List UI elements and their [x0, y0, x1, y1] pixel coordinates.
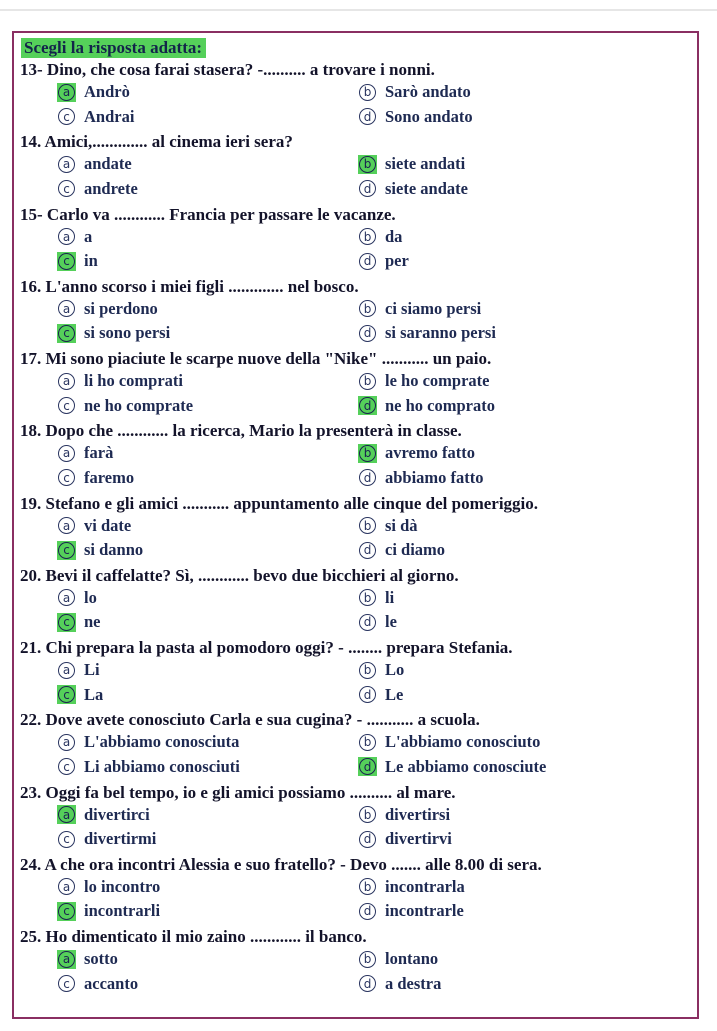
option-label: divertirmi [84, 829, 157, 848]
option-label: divertirvi [385, 829, 452, 848]
option-letter: c [58, 253, 75, 270]
option-letter: b [359, 878, 376, 895]
circled-c-icon [57, 252, 76, 271]
circled-d-icon [358, 902, 377, 921]
circled-c-icon [57, 179, 76, 198]
question-5-option-d[interactable] [358, 395, 495, 417]
question-8-text: 20. Bevi il caffelatte? Sì, ............ bevo due bicchieri al giorno. [20, 565, 459, 585]
circled-d-icon [358, 757, 377, 776]
question-11-option-d[interactable] [358, 828, 452, 850]
option-label: divertirci [84, 804, 150, 824]
circled-a-icon [57, 950, 76, 969]
option-label: per [385, 251, 409, 270]
option-label: Sarò andato [385, 82, 471, 101]
option-letter: d [359, 469, 376, 486]
option-label: faremo [84, 467, 135, 487]
option-label: le ho comprate [385, 371, 490, 390]
option-letter: c [58, 469, 75, 486]
option-label: si perdono [84, 298, 158, 318]
option-letter: d [359, 975, 376, 992]
option-label: si sono persi [84, 323, 171, 343]
question-10-text: 22. Dove avete conosciuto Carla e sua cugina? - ........... a scuola. [20, 710, 480, 730]
question-13-text: 25. Ho dimenticato il mio zaino ............ il banco. [20, 927, 367, 946]
option-letter: c [58, 180, 75, 197]
circled-d-icon [358, 468, 377, 487]
option-label: La [84, 684, 104, 704]
option-letter: c [58, 831, 75, 848]
option-label: a destra [385, 973, 442, 993]
circled-a-icon [57, 516, 76, 535]
option-letter: c [58, 758, 75, 775]
option-letter: d [359, 903, 376, 920]
option-label: siete andati [385, 154, 466, 174]
top-divider [0, 9, 717, 11]
option-label: andate [84, 154, 132, 174]
circled-b-icon [358, 588, 377, 607]
question-12-option-c[interactable] [57, 900, 160, 922]
circled-a-icon [57, 588, 76, 607]
option-label: abbiamo fatto [385, 467, 484, 487]
option-letter: c [58, 108, 75, 125]
question-5-text: 17. Mi sono piaciute le scarpe nuove della "Nike" ........... un paio. [20, 349, 492, 368]
question-10-option-a[interactable] [57, 731, 239, 753]
option-letter: d [359, 831, 376, 848]
option-letter: c [58, 903, 75, 920]
option-label: incontrarla [385, 876, 465, 896]
option-letter: a [58, 445, 75, 462]
option-letter: a [58, 228, 75, 245]
circled-b-icon [358, 516, 377, 535]
question-12-option-b[interactable] [358, 876, 465, 898]
circled-d-icon [358, 324, 377, 343]
question-5-option-a[interactable] [57, 370, 183, 392]
option-letter: b [359, 445, 376, 462]
circled-d-icon [358, 685, 377, 704]
option-label: L'abbiamo conosciuto [385, 732, 541, 752]
option-label: L'abbiamo conosciuta [84, 732, 240, 752]
option-letter: a [58, 373, 75, 390]
question-4-option-d[interactable] [358, 322, 496, 344]
option-label: sotto [84, 949, 118, 968]
circled-d-icon [358, 541, 377, 560]
option-letter: b [359, 806, 376, 823]
option-label: li [385, 587, 395, 607]
circled-c-icon [57, 107, 76, 126]
option-letter: a [58, 662, 75, 679]
question-6-option-d[interactable] [358, 467, 484, 489]
option-letter: a [58, 878, 75, 895]
question-1-option-a[interactable] [57, 81, 130, 103]
option-letter: d [359, 686, 376, 703]
question-12-option-a[interactable] [57, 876, 160, 898]
question-7-option-b[interactable] [358, 515, 418, 537]
option-letter: a [58, 84, 75, 101]
circled-d-icon [358, 107, 377, 126]
option-label: Li abbiamo conosciuti [84, 756, 240, 776]
question-4-option-a[interactable] [57, 298, 158, 320]
question-3-option-c[interactable] [57, 250, 98, 272]
circled-b-icon [358, 805, 377, 824]
question-11-option-b[interactable] [358, 804, 450, 826]
circled-c-icon [57, 830, 76, 849]
option-letter: a [58, 300, 75, 317]
question-12-option-d[interactable] [358, 900, 464, 922]
option-label: andrete [84, 178, 138, 198]
option-letter: d [359, 253, 376, 270]
question-1-option-d[interactable] [358, 106, 473, 128]
question-13-option-d[interactable] [358, 973, 441, 995]
option-letter: d [359, 758, 376, 775]
option-label: ci diamo [385, 540, 446, 559]
question-5-option-b[interactable] [358, 370, 489, 392]
option-label: incontrarle [385, 901, 464, 921]
question-8-option-b[interactable] [358, 587, 394, 609]
option-letter: b [359, 662, 376, 679]
question-7-option-d[interactable] [358, 539, 445, 561]
circled-b-icon [358, 444, 377, 463]
circled-b-icon [358, 227, 377, 246]
option-letter: b [359, 589, 376, 606]
question-2-option-b[interactable] [358, 153, 465, 175]
circled-d-icon [358, 179, 377, 198]
option-label: accanto [84, 973, 139, 993]
circled-d-icon [358, 396, 377, 415]
question-3-text: 15- Carlo va ............ Francia per passare le vacanze. [20, 204, 396, 224]
question-3-option-d[interactable] [358, 250, 409, 272]
question-11-text: 23. Oggi fa bel tempo, io e gli amici possiamo .......... al mare. [20, 782, 456, 802]
circled-a-icon [57, 155, 76, 174]
option-letter: d [359, 542, 376, 559]
option-letter: b [359, 300, 376, 317]
option-label: ne ho comprato [385, 395, 495, 415]
question-1-option-c[interactable] [57, 106, 134, 128]
option-letter: a [58, 951, 75, 968]
circled-a-icon [57, 805, 76, 824]
option-label: avremo fatto [385, 443, 475, 463]
circled-a-icon [57, 661, 76, 680]
circled-a-icon [57, 444, 76, 463]
option-letter: b [359, 517, 376, 534]
question-1-text: 13- Dino, che cosa farai stasera? -.......... a trovare i nonni. [20, 60, 435, 79]
circled-b-icon [358, 950, 377, 969]
option-letter: c [58, 686, 75, 703]
question-8-option-a[interactable] [57, 587, 97, 609]
option-letter: a [58, 156, 75, 173]
option-letter: d [359, 397, 376, 414]
quiz-title: Scegli la risposta adatta: [21, 38, 206, 58]
circled-d-icon [358, 974, 377, 993]
option-letter: d [359, 325, 376, 342]
option-letter: c [58, 397, 75, 414]
option-letter: b [359, 156, 376, 173]
option-label: Andrai [84, 106, 135, 126]
option-label: a [84, 226, 93, 246]
question-4-option-c[interactable] [57, 322, 170, 344]
question-11-option-c[interactable] [57, 828, 156, 850]
question-5-option-c[interactable] [57, 395, 193, 417]
option-letter: c [58, 325, 75, 342]
option-label: farà [84, 443, 114, 463]
circled-b-icon [358, 733, 377, 752]
question-8-option-d[interactable] [358, 611, 397, 633]
circled-a-icon [57, 877, 76, 896]
option-letter: d [359, 614, 376, 631]
circled-c-icon [57, 613, 76, 632]
circled-a-icon [57, 372, 76, 391]
question-6-text: 18. Dopo che ............ la ricerca, Mario la presenterà in classe. [20, 421, 462, 441]
question-9-option-a[interactable] [57, 659, 100, 681]
option-label: da [385, 226, 403, 246]
circled-a-icon [57, 227, 76, 246]
question-6-option-a[interactable] [57, 442, 113, 464]
option-label: lo [84, 587, 97, 607]
option-letter: d [359, 108, 376, 125]
question-9-option-b[interactable] [358, 659, 404, 681]
circled-c-icon [57, 541, 76, 560]
question-9-option-c[interactable] [57, 684, 103, 706]
circled-b-icon [358, 877, 377, 896]
option-letter: a [58, 589, 75, 606]
circled-b-icon [358, 155, 377, 174]
circled-c-icon [57, 757, 76, 776]
option-letter: b [359, 373, 376, 390]
question-6-option-b[interactable] [358, 442, 475, 464]
option-letter: c [58, 614, 75, 631]
option-label: ne ho comprate [84, 395, 194, 415]
question-7-option-a[interactable] [57, 515, 131, 537]
circled-c-icon [57, 396, 76, 415]
option-letter: b [359, 951, 376, 968]
question-11-option-a[interactable] [57, 804, 150, 826]
option-label: ci siamo persi [385, 298, 482, 318]
option-label: Le [385, 684, 404, 704]
circled-d-icon [358, 252, 377, 271]
question-2-option-d[interactable] [358, 178, 468, 200]
question-9-option-d[interactable] [358, 684, 403, 706]
option-label: Lo [385, 660, 405, 679]
option-letter: b [359, 228, 376, 245]
option-label: divertirsi [385, 804, 451, 824]
option-letter: b [359, 734, 376, 751]
option-label: lontano [385, 949, 439, 968]
option-label: si saranno persi [385, 323, 496, 343]
circled-d-icon [358, 613, 377, 632]
option-label: li ho comprati [84, 371, 183, 390]
circled-c-icon [57, 974, 76, 993]
circled-b-icon [358, 83, 377, 102]
circled-c-icon [57, 468, 76, 487]
option-label: incontrarli [84, 901, 161, 921]
question-8-option-c[interactable] [57, 611, 101, 633]
circled-d-icon [358, 830, 377, 849]
option-label: Andrò [84, 82, 130, 101]
question-9-text: 21. Chi prepara la pasta al pomodoro oggi? - ........ prepara Stefania. [20, 638, 513, 657]
circled-b-icon [358, 661, 377, 680]
question-1-option-b[interactable] [358, 81, 471, 103]
question-2-text: 14. Amici,............. al cinema ieri sera? [20, 132, 293, 152]
question-13-option-b[interactable] [358, 948, 438, 970]
question-6-option-c[interactable] [57, 467, 134, 489]
question-2-option-c[interactable] [57, 178, 138, 200]
option-letter: a [58, 734, 75, 751]
question-3-option-b[interactable] [358, 226, 402, 248]
question-4-text: 16. L'anno scorso i miei figli ............. nel bosco. [20, 276, 359, 296]
option-label: si dà [385, 515, 418, 535]
question-3-option-a[interactable] [57, 226, 92, 248]
option-letter: a [58, 517, 75, 534]
option-label: Sono andato [385, 106, 473, 126]
question-10-option-c[interactable] [57, 756, 240, 778]
option-label: lo incontro [84, 876, 161, 896]
question-4-option-b[interactable] [358, 298, 481, 320]
option-label: le [385, 612, 397, 632]
option-label: siete andate [385, 178, 468, 198]
option-letter: c [58, 975, 75, 992]
option-letter: b [359, 84, 376, 101]
option-letter: d [359, 180, 376, 197]
question-10-option-b[interactable] [358, 731, 540, 753]
circled-c-icon [57, 324, 76, 343]
question-7-text: 19. Stefano e gli amici ........... appuntamento alle cinque del pomeriggio. [20, 493, 539, 513]
circled-c-icon [57, 902, 76, 921]
option-label: Le abbiamo conosciute [385, 756, 547, 776]
circled-c-icon [57, 685, 76, 704]
circled-b-icon [358, 299, 377, 318]
question-2-option-a[interactable] [57, 153, 132, 175]
question-13-option-a[interactable] [57, 948, 118, 970]
circled-a-icon [57, 83, 76, 102]
option-label: in [84, 251, 98, 270]
question-7-option-c[interactable] [57, 539, 143, 561]
circled-b-icon [358, 372, 377, 391]
question-13-option-c[interactable] [57, 973, 138, 995]
question-10-option-d[interactable] [358, 756, 546, 778]
option-label: Li [84, 660, 100, 679]
option-letter: a [58, 806, 75, 823]
option-label: vi date [84, 515, 132, 535]
option-label: ne [84, 612, 101, 632]
option-letter: c [58, 542, 75, 559]
circled-a-icon [57, 299, 76, 318]
option-label: si danno [84, 540, 144, 559]
circled-a-icon [57, 733, 76, 752]
question-12-text: 24. A che ora incontri Alessia e suo fratello? - Devo ....... alle 8.00 di sera. [20, 854, 542, 874]
